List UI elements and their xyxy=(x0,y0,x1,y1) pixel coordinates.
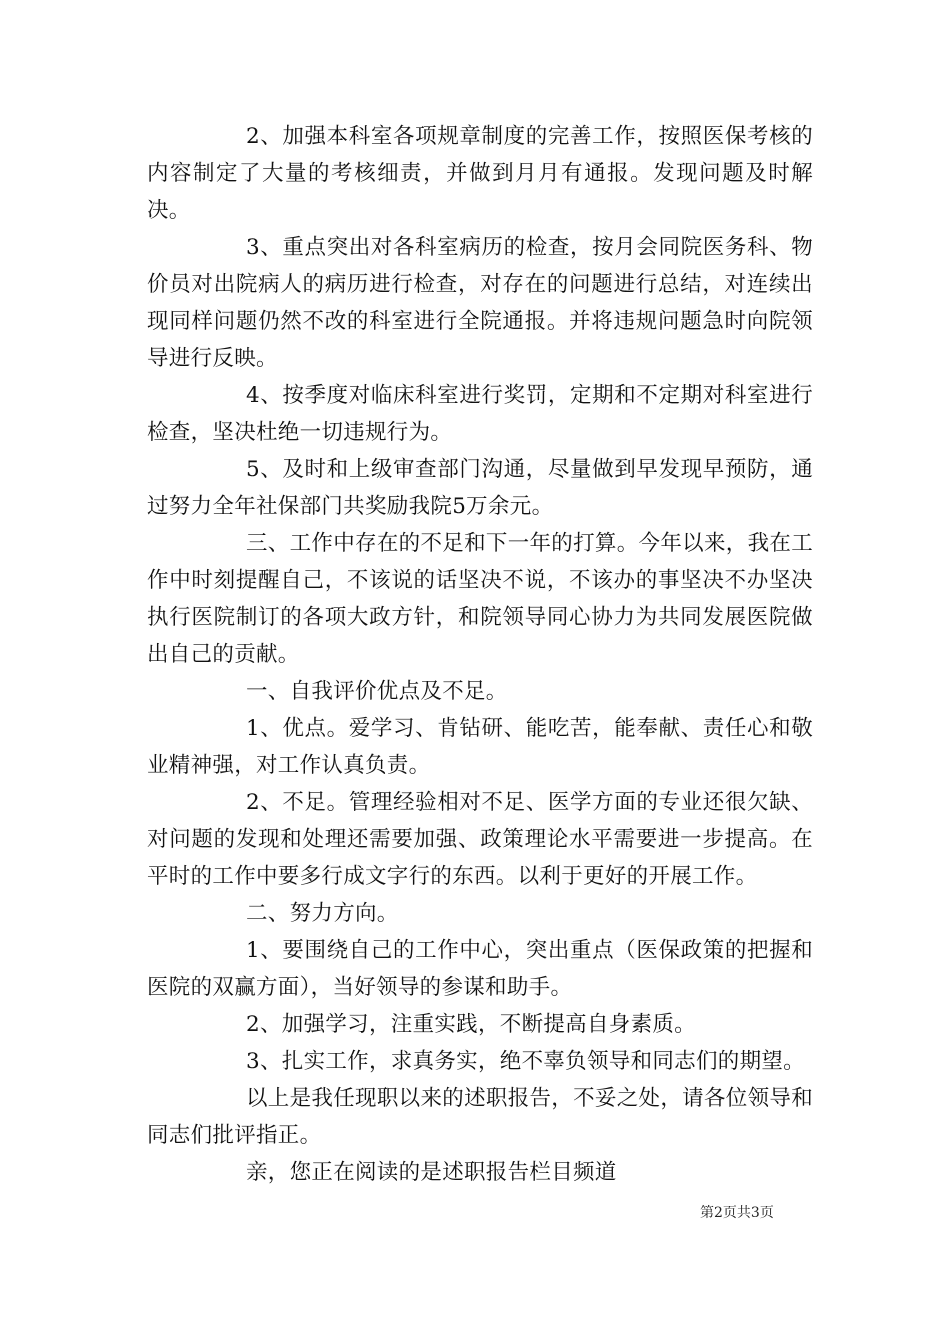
paragraph-4: 5、及时和上级审查部门沟通，尽量做到早发现早预防，通过努力全年社保部门共奖励我院5万余元。 xyxy=(147,457,813,519)
paragraph-2: 3、重点突出对各科室病历的检查，按月会同院医务科、物价员对出院病人的病历进行检查，对存在的问题进行总结，对连续出现同样问题仍然不改的科室进行全院通报。并将违规问题急时向院领导进行反映。 xyxy=(147,235,813,371)
paragraph-14: 亲，您正在阅读的是述职报告栏目频道 xyxy=(246,1160,617,1185)
paragraph-7: 1、优点。爱学习、肯钻研、能吃苦，能奉献、责任心和敬业精神强，对工作认真负责。 xyxy=(147,716,813,778)
paragraph-8: 2、不足。管理经验相对不足、医学方面的专业还很欠缺、对问题的发现和处理还需要加强、政策理论水平需要进一步提高。在平时的工作中要多行成文字行的东西。以利于更好的开展工作。 xyxy=(147,790,813,889)
paragraph-13: 以上是我任现职以来的述职报告，不妥之处，请各位领导和同志们批评指正。 xyxy=(147,1086,813,1148)
paragraph-3: 4、按季度对临床科室进行奖罚，定期和不定期对科室进行检查，坚决杜绝一切违规行为。 xyxy=(147,383,813,445)
paragraph-5: 三、工作中存在的不足和下一年的打算。今年以来，我在工作中时刻提醒自己，不该说的话坚决不说，不该办的事坚决不办坚决执行医院制订的各项大政方针，和院领导同心协力为共同发展医院做出自己的贡献。 xyxy=(147,531,813,667)
paragraph-11: 2、加强学习，注重实践，不断提高自身素质。 xyxy=(246,1012,696,1037)
paragraph-6: 一、自我评价优点及不足。 xyxy=(246,679,508,704)
paragraph-9: 二、努力方向。 xyxy=(246,901,399,926)
document-body xyxy=(147,118,813,1191)
paragraph-10: 1、要围绕自己的工作中心，突出重点（医保政策的把握和医院的双赢方面），当好领导的参谋和助手。 xyxy=(147,938,813,1000)
paragraph-1: 2、加强本科室各项规章制度的完善工作，按照医保考核的内容制定了大量的考核细责，并做到月月有通报。发现问题及时解决。 xyxy=(147,124,813,223)
paragraph-12: 3、扎实工作，求真务实，绝不辜负领导和同志们的期望。 xyxy=(246,1049,805,1074)
page-number: 第2页共3页 xyxy=(700,1205,774,1221)
